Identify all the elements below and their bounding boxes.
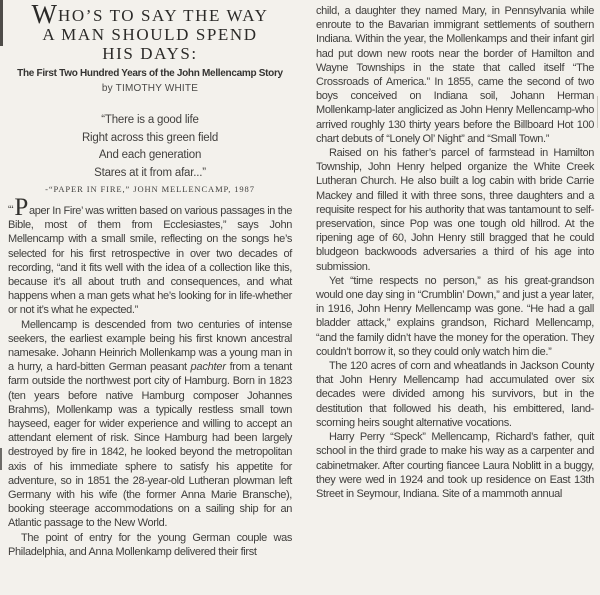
article-header xyxy=(8,0,292,94)
page-title-line-3: HIS DAYS: xyxy=(102,44,198,63)
paragraph: child, a daughter they named Mary, in Pennsylvania while enroute to the Bavarian immigrant settlements of southern Indiana. Within the year, the Mollenkamps and their infant girl had put down new roots near the border of Hamilton and Wayne Townships in the state that called itself “The Crossroads of America.” In 1855, came the second of two boys conceived on Indiana soil, Johann Herman Mollenkamp-later anglicized as John Henry Mellencamp-who arrived roughly 130 thirty years before the Billboard Hot 100 chart debuts of “Lonely Ol’ Night” and “Small Town.” xyxy=(316,5,594,145)
article-byline: by TIMOTHY WHITE xyxy=(101,83,199,94)
scan-artifact-right-line xyxy=(597,96,598,128)
scan-artifact-left-mark xyxy=(0,448,2,470)
scan-artifact-top-left xyxy=(0,0,3,46)
epigraph-attribution: -“PAPER IN FIRE,” JOHN MELLENCAMP, 1987 xyxy=(45,184,255,194)
left-column xyxy=(8,0,292,559)
page-title-line-2: A MAN SHOULD SPEND xyxy=(42,25,258,44)
paragraph: Yet “time respects no person,” as his great-grandson would one day sing in “Crumblin’ Down,” and just a year later, in 1916, John Henry Mellencamp was gone. “He had a gall bladder attack,” explains grandson, Richard Mellencamp, “and the family didn’t have the money for the operation. They couldn’t borrow it, so they could only watch him die.” xyxy=(316,274,594,358)
title-line-1-rest: HO’S TO SAY THE WAY xyxy=(57,6,269,25)
page-title-line-1 xyxy=(8,0,292,29)
left-column-body xyxy=(8,194,292,559)
paragraph: Mellencamp is descended from two centuries of intense seekers, the earliest example being his first known ancestral namesake. Johann Heinrich Mollenkamp was a young man in a hurry, a hard-bitten German peasant pachter from a tenant farm outside the northwest port city of Hamburg. Born in 1823 (ten years before native Hamburg composer Johannes Brahms), Mollenkamp was a typically restless small town hayseed, eager for wider experience and willing to accept an attendant element of risk. Since Hamburg had been largely destroyed by fire in 1842, he looked beyond the metropolitan axis of his immediate sphere to satisfy his appetite for adventure, so in 1851 the 28-year-old Lutheran plowman left Germany with his wife (the former Anna Marie Bransche), booking steerage accommodations on a sailing ship for an Atlantic passage to the New World. xyxy=(8,318,292,530)
paragraph: The 120 acres of corn and wheatlands in Jackson County that John Henry Mellencamp had accumulated over six decades were divided among his survivors, but in the destitution that followed his death, his embittered, land-scorning heirs sought alternative vocations. xyxy=(316,360,594,429)
right-column-body xyxy=(316,4,594,501)
epigraph-line: And each generation xyxy=(98,149,202,161)
epigraph-line: “There is a good life xyxy=(101,114,199,126)
paragraph: Raised on his father’s parcel of farmstead in Hamilton Township, John Henry helped organize the White Creek Lutheran Church. He also built a log cabin with bride Carrie Mackey and filled it with three sons, three daughters and a requisite respect for his authority that was tantamount to self-preservation, since Pop was one tough old hillrod. At the ripening age of 60, John Henry still bragged that he could bludgeon backwoods adversaries a third of his age into submission. xyxy=(316,147,594,273)
title-drop-initial: W xyxy=(31,0,58,29)
lead-quotes: “‘ xyxy=(8,204,14,216)
paragraph: “‘ P aper In Fire’ was written based on various passages in the Bible, most of them from Ecclesiastes,” says John Mellencamp with a small smile, reflecting on the songs he’s selected for his first retrospective in over two decades of recording, “and it fits well with the idea of a collection like this, because it’s all about truth and consequences, and what happens when a man gets what he’s looking for in life-whether or not it’s what he expected.” xyxy=(8,194,292,317)
epigraph-line: Right across this green field xyxy=(81,131,219,144)
right-column xyxy=(316,4,594,501)
epigraph-line: Stares at it from afar...” xyxy=(94,166,206,179)
paragraph: The point of entry for the young German couple was Philadelphia, and Anna Mollenkamp delivered their first xyxy=(8,531,292,558)
raised-cap: P xyxy=(14,194,28,221)
paragraph: Harry Perry “Speck” Mellencamp, Richard’s father, quit school in the third grade to make his way as a carpenter and cabinetmaker. After courting fiancee Laura Noblitt in a buggy, they were wed in 1924 and took up residence on East 13th Street in Seymour, Indiana. Site of a mammoth annual xyxy=(316,431,594,500)
lyric-epigraph xyxy=(8,112,292,194)
article-subtitle: The First Two Hundred Years of the John Mellencamp Story xyxy=(17,68,283,79)
